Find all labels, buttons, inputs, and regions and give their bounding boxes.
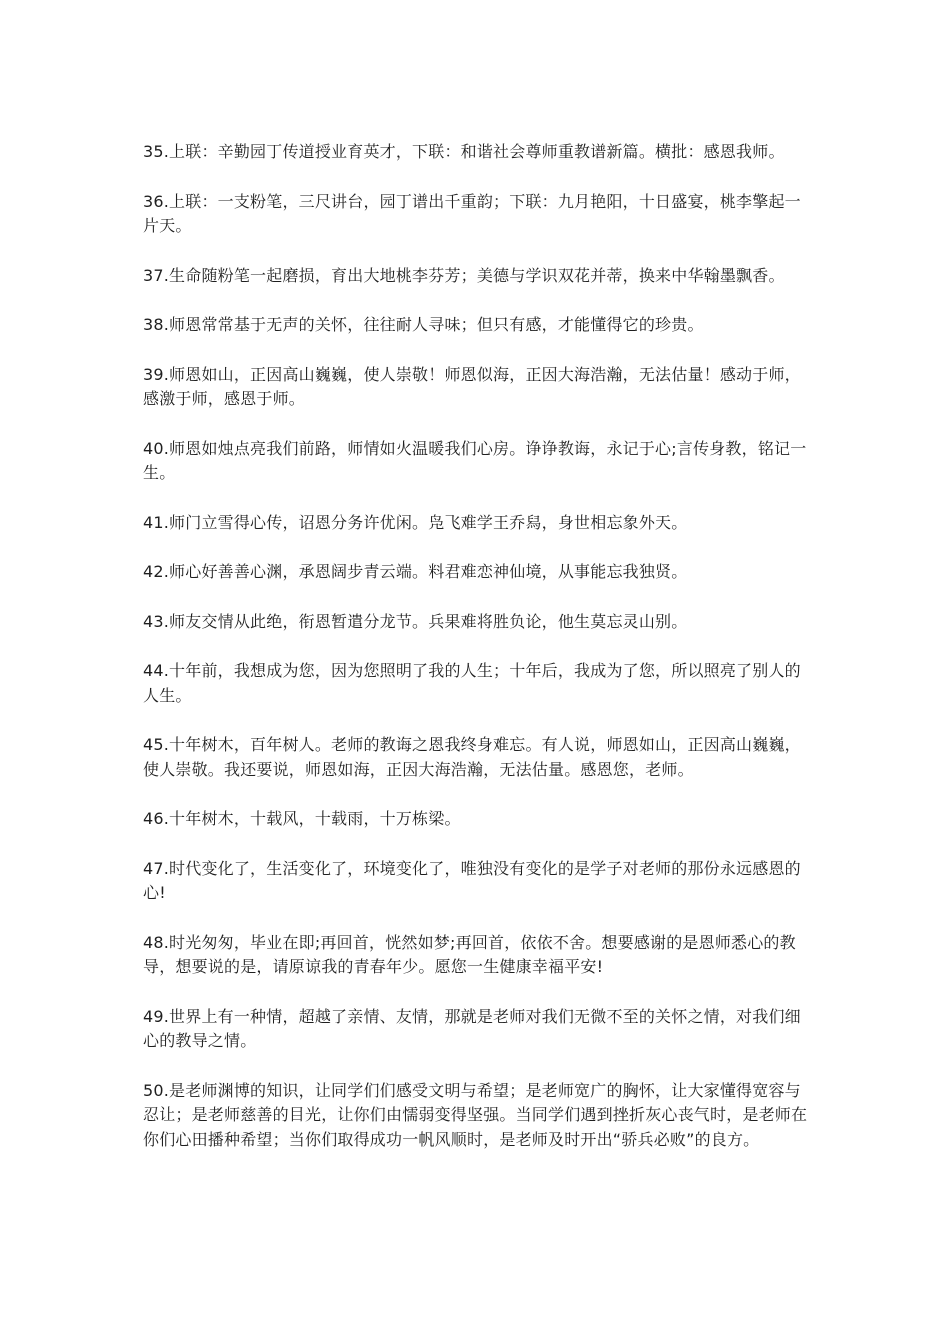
list-item: 43.师友交情从此绝，衔恩暂遣分龙节。兵果难将胜负论，他生莫忘灵山别。 xyxy=(143,611,688,631)
list-item: 41.师门立雪得心传，诏恩分务许优闲。凫飞难学王乔舄，身世相忘象外天。 xyxy=(143,512,688,532)
list-item: 36.上联：一支粉笔，三尺讲台，园丁谱出千重韵；下联：九月艳阳，十日盛宴，桃李擎起一片天。 xyxy=(143,191,801,235)
document-body xyxy=(143,140,813,1177)
list-item: 39.师恩如山，正因高山巍巍，使人崇敬！师恩似海，正因大海浩瀚，无法估量！感动于师，感激于师，感恩于师。 xyxy=(143,364,801,408)
list-item: 35.上联：辛勤园丁传道授业育英才，下联：和谐社会尊师重教谱新篇。横批：感恩我师。 xyxy=(143,142,785,161)
list-item: 49.世界上有一种情，超越了亲情、友情，那就是老师对我们无微不至的关怀之情，对我们细心的教导之情。 xyxy=(143,1006,801,1050)
list-item: 50.是老师渊博的知识，让同学们们感受文明与希望；是老师宽广的胸怀，让大家懂得宽容与忍让；是老师慈善的目光，让你们由懦弱变得坚强。当同学们遇到挫折灰心丧气时，是老师在你们心田播种希望；当你们取得成功一帆风顺时，是老师及时开出“骄兵必败”的良方。 xyxy=(143,1080,808,1149)
list-item: 46.十年树木，十载风，十载雨，十万栋梁。 xyxy=(143,809,461,828)
list-item: 40.师恩如烛点亮我们前路，师情如火温暖我们心房。诤诤教诲，永记于心;言传身教，铭记一生。 xyxy=(143,438,807,482)
list-item: 38.师恩常常基于无声的关怀，往往耐人寻味；但只有感，才能懂得它的珍贵。 xyxy=(143,315,704,334)
list-item: 37.生命随粉笔一起磨损，育出大地桃李芬芳；美德与学识双花并蒂，换来中华翰墨飘香。 xyxy=(143,265,785,285)
list-item: 42.师心好善善心渊，承恩阔步青云端。料君难恋神仙境，从事能忘我独贤。 xyxy=(143,562,688,581)
list-item: 47.时代变化了，生活变化了，环境变化了，唯独没有变化的是学子对老师的那份永远感恩的心! xyxy=(143,858,801,902)
list-item: 48.时光匆匆，毕业在即;再回首，恍然如梦;再回首，依依不舍。想要感谢的是恩师悉心的教导，想要说的是，请原谅我的青春年少。愿您一生健康幸福平安! xyxy=(143,932,796,976)
list-item: 45.十年树木，百年树人。老师的教诲之恩我终身难忘。有人说，师恩如山，正因高山巍巍，使人崇敬。我还要说，师恩如海，正因大海浩瀚，无法估量。感恩您，老师。 xyxy=(143,735,801,779)
list-item: 44.十年前，我想成为您，因为您照明了我的人生；十年后，我成为了您，所以照亮了别人的人生。 xyxy=(143,661,801,705)
